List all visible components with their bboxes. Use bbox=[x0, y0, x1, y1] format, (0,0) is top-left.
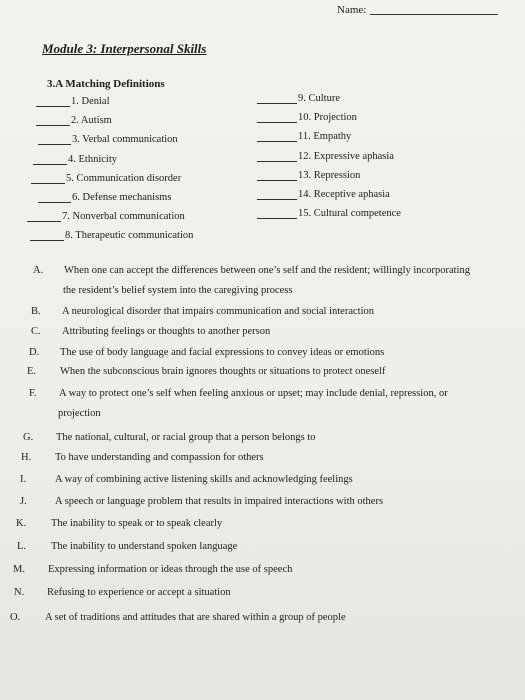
term-label: 7. Nonverbal communication bbox=[62, 211, 185, 223]
answer-blank[interactable] bbox=[257, 208, 297, 219]
term-item bbox=[38, 192, 171, 203]
definition-text: A way of combining active listening skills and acknowledging feelings bbox=[55, 474, 353, 485]
definition-letter: I. bbox=[20, 474, 27, 485]
term-item bbox=[257, 112, 357, 123]
answer-blank[interactable] bbox=[257, 112, 297, 123]
definition-letter: O. bbox=[10, 612, 21, 623]
answer-blank[interactable] bbox=[257, 151, 297, 162]
term-item bbox=[33, 154, 117, 165]
definition-text: Refusing to experience or accept a situation bbox=[47, 587, 231, 598]
definition-text: The inability to understand spoken language bbox=[51, 541, 238, 552]
answer-blank[interactable] bbox=[30, 230, 64, 241]
answer-blank[interactable] bbox=[27, 211, 61, 222]
definition-letter: J. bbox=[20, 496, 27, 507]
term-item bbox=[257, 208, 401, 219]
definition-letter: D. bbox=[29, 347, 40, 358]
definition-letter: B. bbox=[31, 306, 41, 317]
definition-text: The use of body language and facial expressions to convey ideas or emotions bbox=[60, 347, 385, 358]
answer-blank[interactable] bbox=[33, 154, 67, 165]
answer-blank[interactable] bbox=[38, 134, 71, 145]
term-label: 15. Cultural competence bbox=[298, 208, 401, 220]
term-label: 1. Denial bbox=[71, 96, 110, 107]
section-heading: 3.A Matching Definitions bbox=[47, 78, 165, 90]
term-label: 13. Repression bbox=[298, 169, 361, 181]
definition-text: The national, cultural, or racial group that a person belongs to bbox=[56, 432, 316, 443]
term-item bbox=[257, 151, 394, 162]
term-label: 6. Defense mechanisms bbox=[72, 192, 172, 203]
term-label: 14. Receptive aphasia bbox=[298, 189, 390, 200]
term-label: 9. Culture bbox=[298, 93, 340, 104]
definition-letter: G. bbox=[23, 432, 34, 443]
module-title: Module 3: Interpersonal Skills bbox=[42, 41, 207, 56]
definition-letter: M. bbox=[13, 564, 25, 575]
answer-blank[interactable] bbox=[257, 93, 297, 104]
term-label: 12. Expressive aphasia bbox=[298, 150, 394, 162]
term-item bbox=[31, 173, 181, 184]
term-item bbox=[257, 189, 390, 200]
definition-text: To have understanding and compassion for others bbox=[55, 452, 264, 463]
definition-letter: A. bbox=[33, 265, 44, 276]
definition-text: Expressing information or ideas through the use of speech bbox=[48, 564, 293, 575]
definition-text: When one can accept the differences between one’s self and the resident; willingly incorporating bbox=[64, 265, 470, 276]
definition-text: A way to protect one’s self when feeling anxious or upset; may include denial, repression, or bbox=[59, 388, 448, 399]
definition-letter: N. bbox=[14, 587, 25, 598]
term-item bbox=[257, 131, 351, 142]
answer-blank[interactable] bbox=[36, 96, 70, 107]
definition-letter: E. bbox=[27, 366, 37, 377]
term-item bbox=[257, 93, 340, 104]
term-item bbox=[36, 115, 112, 126]
definition-text: When the subconscious brain ignores thoughts or situations to protect oneself bbox=[60, 366, 386, 377]
name-blank-line bbox=[370, 14, 498, 15]
term-label: 3. Verbal communication bbox=[72, 134, 178, 146]
definition-text: A set of traditions and attitudes that are shared within a group of people bbox=[45, 612, 346, 623]
definition-letter: H. bbox=[21, 452, 32, 463]
term-item bbox=[27, 211, 185, 222]
name-label: Name: bbox=[337, 4, 367, 16]
term-label: 10. Projection bbox=[298, 112, 357, 124]
definition-letter: C. bbox=[31, 326, 41, 337]
term-label: 8. Therapeutic communication bbox=[65, 230, 194, 242]
answer-blank[interactable] bbox=[257, 170, 297, 181]
term-item bbox=[36, 96, 110, 107]
term-label: 2. Autism bbox=[71, 115, 112, 127]
definition-text: The inability to speak or to speak clearly bbox=[51, 518, 223, 529]
definition-text: the resident’s belief system into the caregiving process bbox=[63, 285, 293, 296]
definition-text: Attributing feelings or thoughts to another person bbox=[62, 326, 271, 337]
answer-blank[interactable] bbox=[257, 131, 297, 142]
answer-blank[interactable] bbox=[257, 189, 297, 200]
term-item bbox=[38, 134, 178, 145]
term-item bbox=[257, 170, 360, 181]
definition-letter: K. bbox=[16, 518, 27, 529]
term-label: 4. Ethnicity bbox=[68, 153, 117, 165]
term-label: 5. Communication disorder bbox=[66, 172, 182, 184]
answer-blank[interactable] bbox=[38, 192, 71, 203]
answer-blank[interactable] bbox=[31, 173, 65, 184]
definition-text: projection bbox=[58, 408, 101, 419]
definition-letter: L. bbox=[17, 541, 27, 552]
definition-text: A speech or language problem that results in impaired interactions with others bbox=[55, 496, 384, 507]
term-label: 11. Empathy bbox=[298, 131, 352, 143]
term-item bbox=[30, 230, 193, 241]
definition-letter: F. bbox=[29, 388, 37, 399]
answer-blank[interactable] bbox=[36, 115, 70, 126]
definition-text: A neurological disorder that impairs communication and social interaction bbox=[62, 306, 374, 317]
